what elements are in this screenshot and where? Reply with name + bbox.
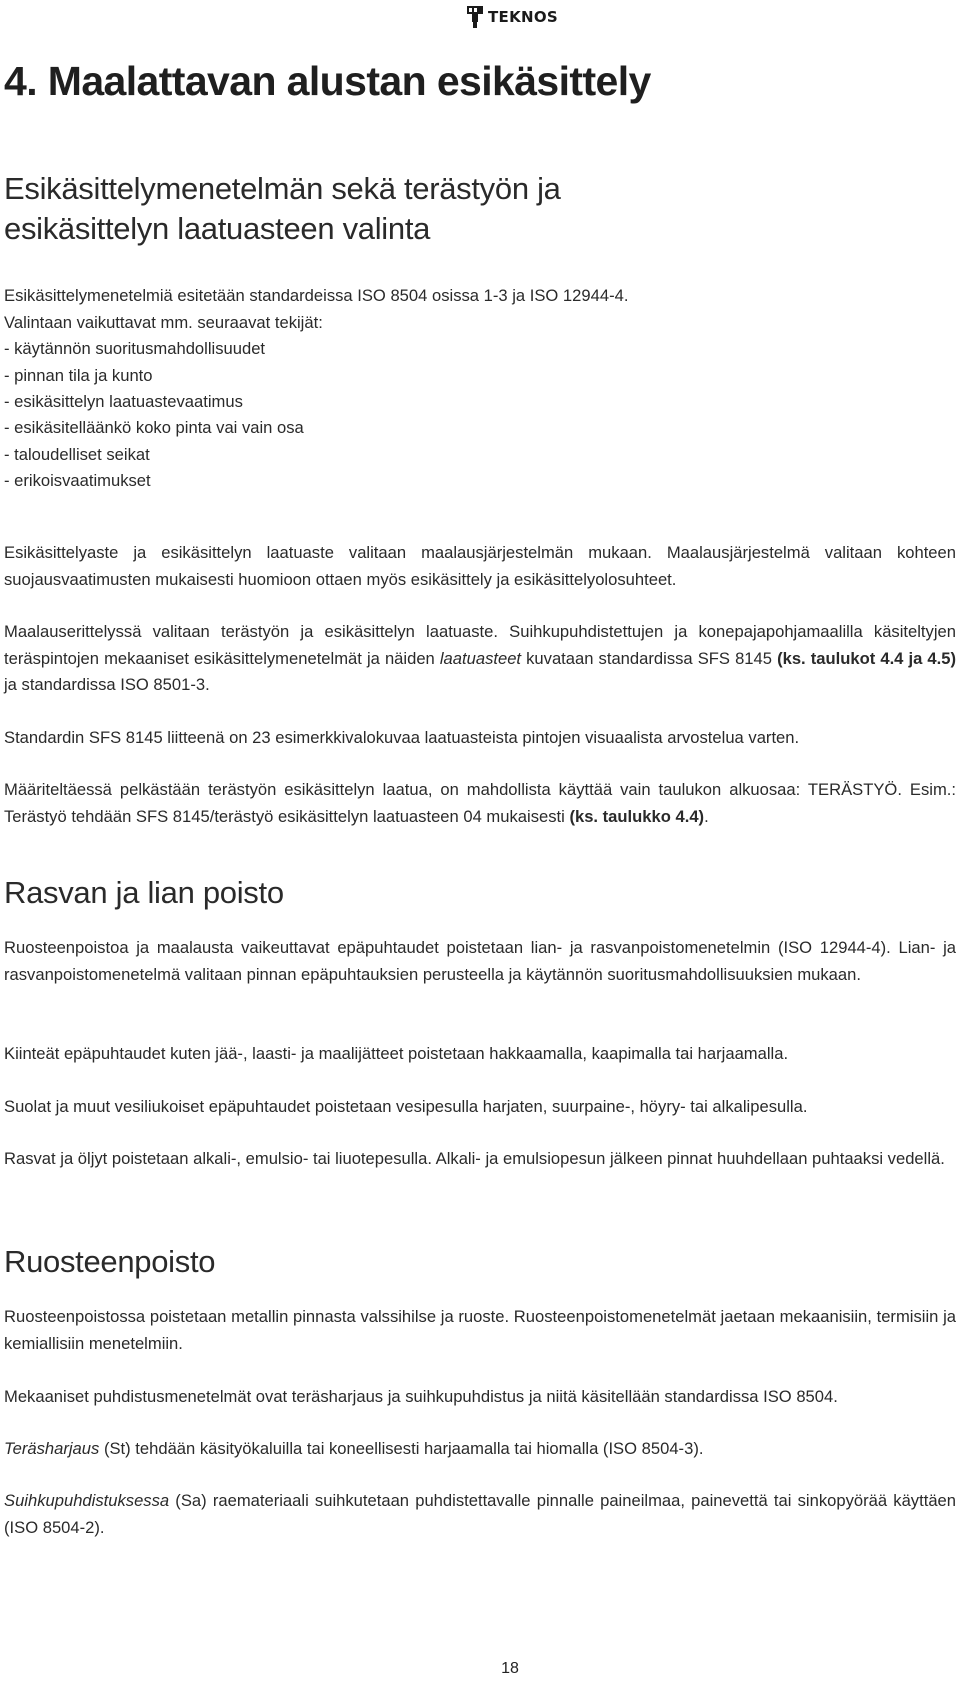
page-number: 18: [501, 1660, 519, 1677]
paintbrush-logo-icon: [466, 5, 484, 29]
paragraph: Suolat ja muut vesiliukoiset epäpuhtaudet poistetaan vesipesulla harjaten, suurpaine-, höyry- tai alkalipesulla.: [4, 1097, 808, 1116]
list-item: - käytännön suoritusmahdollisuudet: [4, 339, 266, 359]
section-heading-grease-removal: Rasvan ja lian poisto: [4, 875, 284, 910]
section-heading-rust-removal: Ruosteenpoisto: [4, 1244, 216, 1279]
page-title: 4. Maalattavan alustan esikäsittely: [4, 58, 651, 104]
section-heading-preparation-method: Esikäsittelymenetelmän sekä terästyön ja esikäsittelyn laatuasteen valinta: [4, 171, 561, 246]
table-reference: (ks. taulukot 4.4 ja 4.5): [777, 648, 956, 668]
list-item: - pinnan tila ja kunto: [4, 365, 153, 385]
paragraph: Mekaaniset puhdistusmenetelmät ovat teräsharjaus ja suihkupuhdistus ja niitä käsitellään standardissa ISO 8504.: [4, 1387, 838, 1406]
emphasis: Teräsharjaus: [4, 1439, 100, 1458]
paragraph: Maalauserittelyssä valitaan terästyön ja esikäsittelyn laatuaste. Suihkupuhdistettujen ja konepajapohjamaalilla käsiteltyjen teräspintojen mekaaniset esikäsittelymenetelmät ja näiden laatuasteet kuvataan standardissa SFS 8145 (ks. taulukot 4.4 ja 4.5) ja standardissa ISO 8501-3.: [4, 622, 956, 695]
list-item: - taloudelliset seikat: [4, 444, 150, 464]
intro-block: [4, 283, 956, 495]
table-reference: (ks. taulukko 4.4): [569, 806, 705, 826]
intro-line: Valintaan vaikuttavat mm. seuraavat tekijät:: [4, 312, 323, 332]
factor-list: [4, 336, 956, 494]
paragraph: Kiinteät epäpuhtaudet kuten jää-, laasti- ja maalijätteet poistetaan hakkaamalla, kaapimalla tai harjaamalla.: [4, 1044, 789, 1063]
paragraph: Esikäsittelyaste ja esikäsittelyn laatuaste valitaan maalausjärjestelmän mukaan. Maalausjärjestelmä valitaan kohteen suojausvaatimusten mukaisesti huomioon ottaen myös esikäsittely ja esikäsittelyolosuhteet.: [4, 543, 956, 589]
paragraph: Rasvat ja öljyt poistetaan alkali-, emulsio- tai liuotepesulla. Alkali- ja emulsiopesun jälkeen pinnat huuhdellaan puhtaaksi vedellä.: [4, 1149, 945, 1168]
emphasis: laatuasteet: [439, 648, 522, 668]
list-item: - esikäsittelyn laatuastevaatimus: [4, 392, 243, 411]
teknos-logo: [466, 4, 558, 30]
paragraph: Ruosteenpoistoa ja maalausta vaikeuttavat epäpuhtaudet poistetaan lian- ja rasvanpoistomenetelmin (ISO 12944-4). Lian- ja rasvanpoistomenetelmä valitaan pinnan epäpuhtauksien perusteella ja käytännön suoritusmahdollisuuksien mukaan.: [4, 938, 956, 984]
emphasis: Suihkupuhdistuksessa: [4, 1491, 170, 1510]
list-item: - erikoisvaatimukset: [4, 471, 151, 491]
paragraph: Standardin SFS 8145 liitteenä on 23 esimerkkivalokuvaa laatuasteista pintojen visuaalista arvostelua varten.: [4, 728, 800, 747]
paragraph: Määriteltäessä pelkästään terästyön esikäsittelyn laatua, on mahdollista käyttää vain taulukon alkuosaa: TERÄSTYÖ. Esim.: Terästyö tehdään SFS 8145/terästyö esikäsittelyn laatuasteen 04 mukaisesti (ks. taulukko 4.4).: [4, 780, 956, 826]
intro-line: Esikäsittelymenetelmiä esitetään standardeissa ISO 8504 osissa 1-3 ja ISO 12944-4.: [4, 286, 629, 305]
paragraph: Suihkupuhdistuksessa (Sa) raemateriaali suihkutetaan puhdistettavalle pinnalle paineilmaa, painevettä tai sinkopyörää käyttäen (ISO 8504-2).: [4, 1491, 956, 1537]
list-item: - esikäsitelläänkö koko pinta vai vain osa: [4, 418, 304, 438]
paragraph: Teräsharjaus (St) tehdään käsityökaluilla tai koneellisesti harjaamalla tai hiomalla (ISO 8504-3).: [4, 1439, 704, 1458]
paragraph: Ruosteenpoistossa poistetaan metallin pinnasta valssihilse ja ruoste. Ruosteenpoistomenetelmät jaetaan mekaanisiin, termisiin ja kemiallisiin menetelmiin.: [4, 1307, 956, 1353]
brand-name: TEKNOS: [488, 8, 559, 26]
